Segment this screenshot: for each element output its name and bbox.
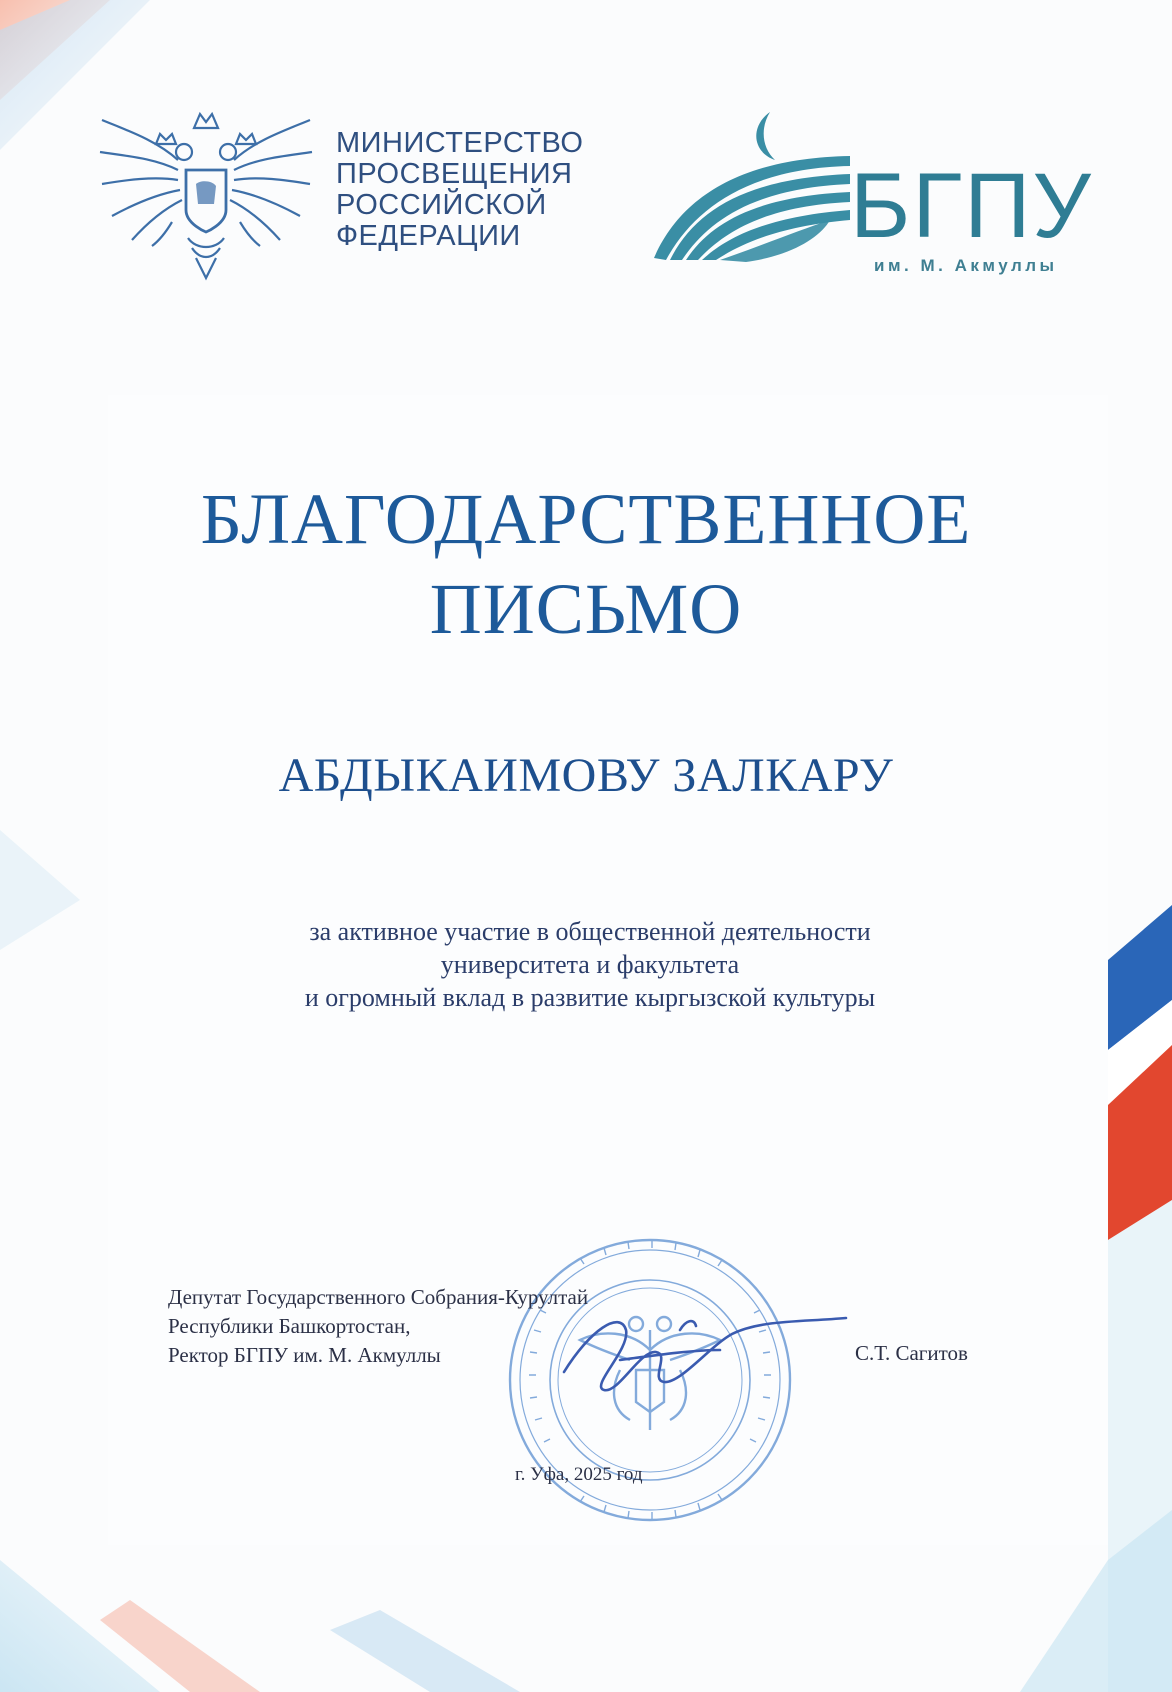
ministry-line: РОССИЙСКОЙ [336, 189, 547, 221]
reason-line: и огромный вклад в развитие кыргызской культуры [304, 983, 876, 1012]
reason-line: за активное участие в общественной деятельности [309, 917, 871, 946]
document-title-line-2: ПИСЬМО [429, 569, 743, 649]
place-and-date: г. Уфа, 2025 год [515, 1464, 643, 1485]
reason-text [0, 915, 1172, 1014]
signer-position-line: Ректор БГПУ им. М. Акмуллы [168, 1343, 441, 1367]
ministry-line: ПРОСВЕЩЕНИЯ [336, 158, 573, 190]
ministry-line: МИНИСТЕРСТВО [336, 127, 584, 159]
reason-line: университета и факультета [440, 950, 740, 979]
ministry-line: ФЕДЕРАЦИИ [336, 220, 521, 252]
bgpu-logo-icon [650, 108, 860, 268]
signer-position-line: Республики Башкортостан, [168, 1314, 411, 1338]
ministry-name [336, 128, 636, 252]
signer-position-line: Депутат Государственного Собрания-Курултай [168, 1285, 589, 1309]
document-title-line-1: БЛАГОДАРСТВЕННОЕ [200, 479, 972, 559]
recipient-name: АБДЫКАИМОВУ ЗАЛКАРУ [278, 749, 894, 802]
signer-name: С.Т. Сагитов [855, 1341, 968, 1365]
signer-position [168, 1283, 588, 1370]
signature-icon [560, 1290, 850, 1410]
university-subtitle: им. М. Акмуллы [874, 256, 1058, 275]
university-name: БГПУ [850, 155, 1093, 257]
ministry-emblem-icon [96, 100, 316, 282]
